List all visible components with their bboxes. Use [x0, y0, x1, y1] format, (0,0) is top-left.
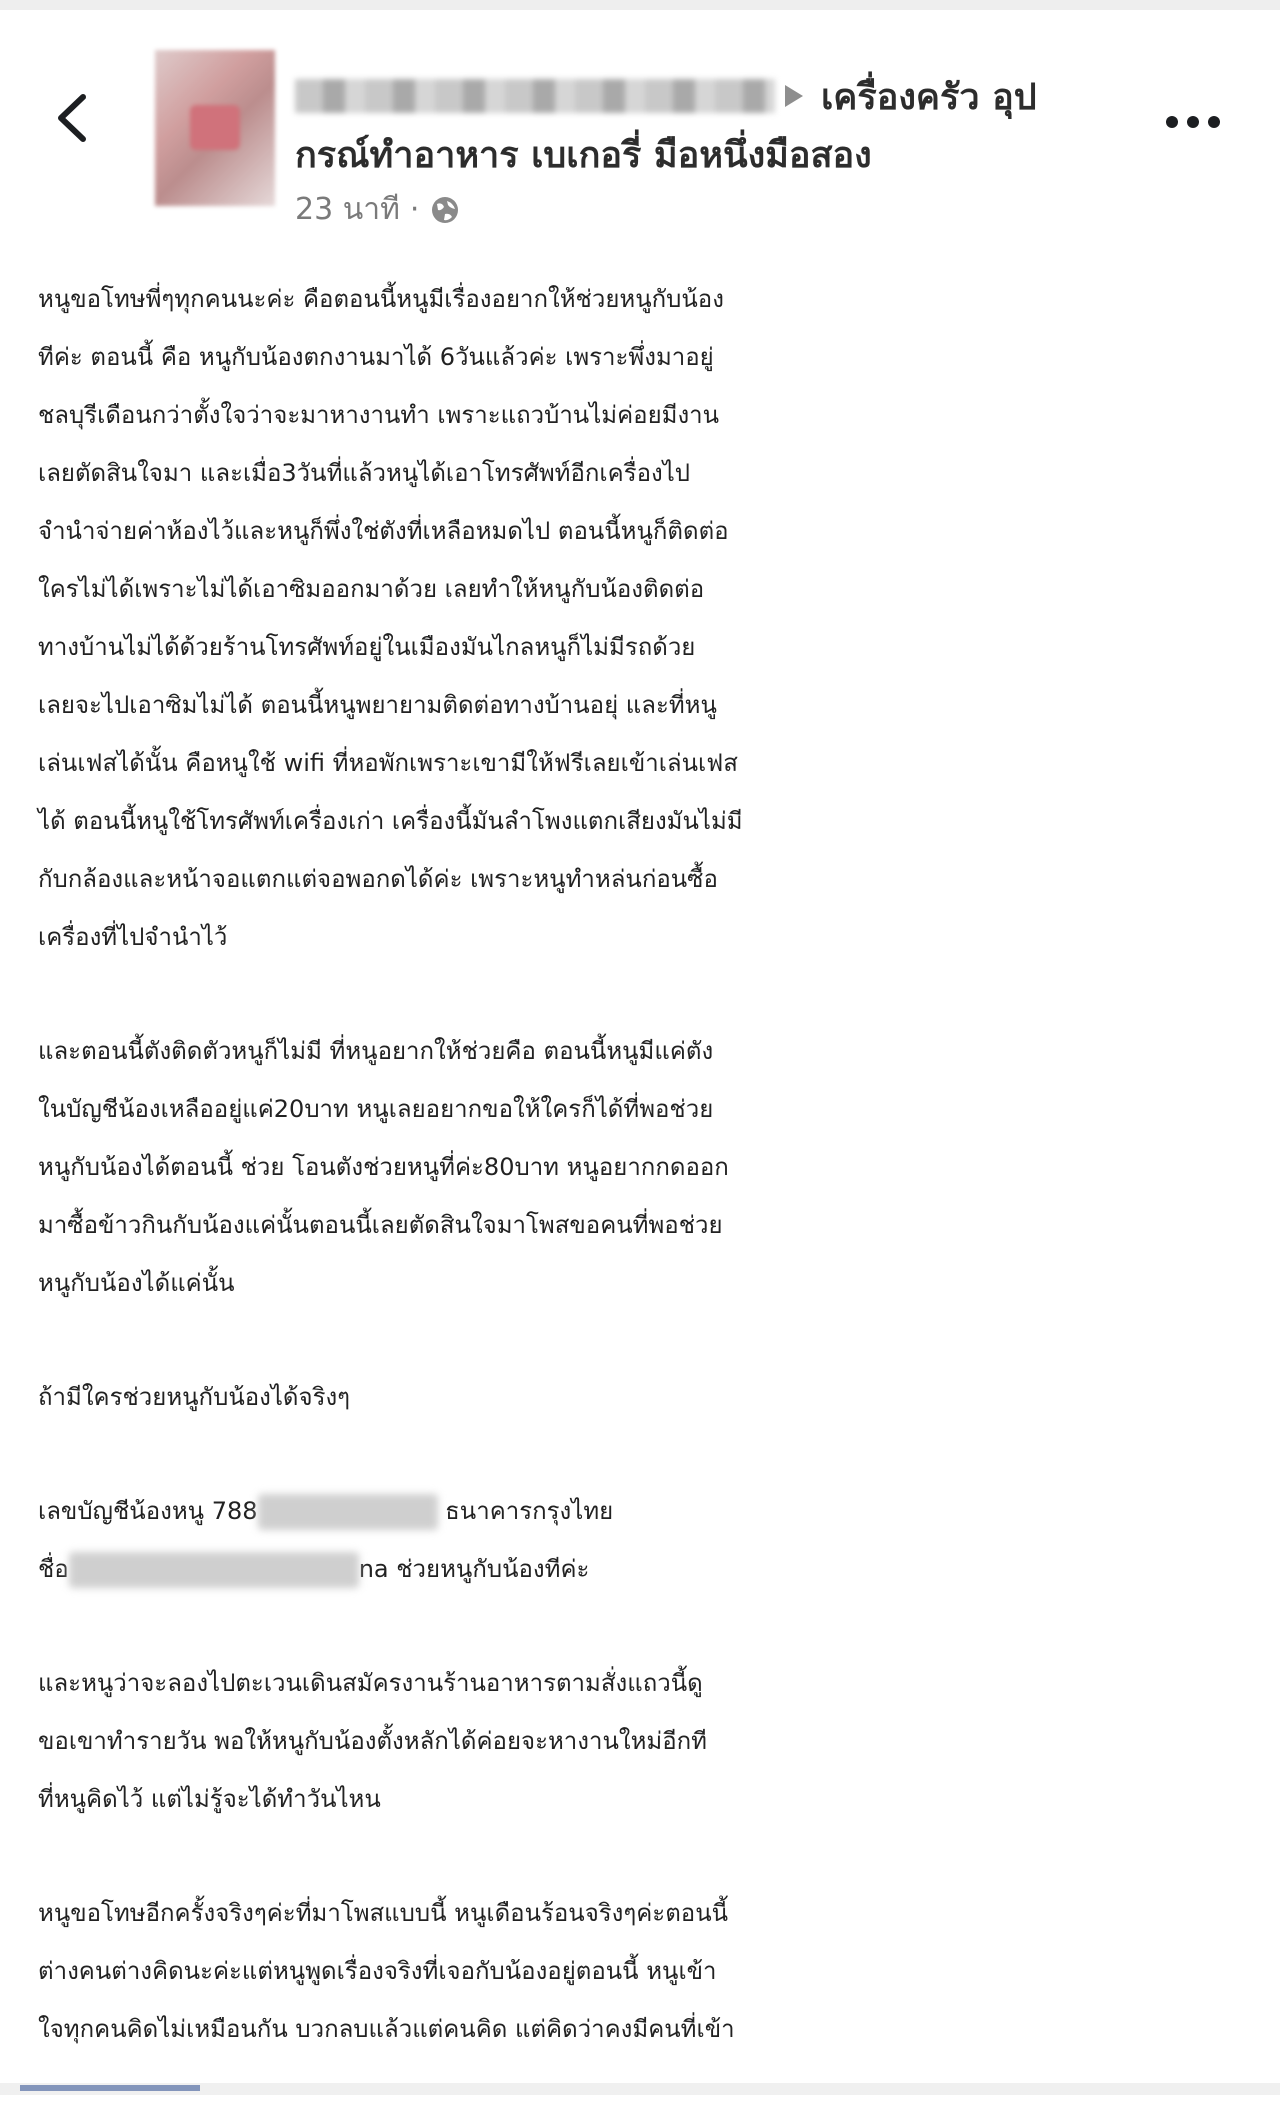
- text-line: ใจทุกคนคิดไม่เหมือนกัน บวกลบแล้วแต่คนคิด แต่คิดว่าคงมีคนที่เข้า: [38, 2015, 735, 2043]
- account-number-line: [38, 1482, 1258, 1540]
- text-line: หนูขอโทษอีกครั้งจริงๆค่ะที่มาโพสแบบนี้ หนูเดือนร้อนจริงๆค่ะตอนนี้: [38, 1899, 729, 1927]
- more-options-button[interactable]: [1158, 102, 1228, 142]
- text-line: ชลบุรีเดือนกว่าตั้งใจว่าจะมาหางานทำ เพราะแถวบ้านไม่ค่อยมีงาน: [38, 401, 720, 429]
- chevron-left-icon: [55, 93, 89, 143]
- post-paragraph-2: [38, 1022, 1258, 1312]
- text-line: เครื่องที่ไปจำนำไว้: [38, 923, 228, 951]
- text-line: และหนูว่าจะลองไปตะเวนเดินสมัครงานร้านอาหารตามสั่งแถวนี้ดู: [38, 1669, 703, 1697]
- text-line: ถ้ามีใครช่วยหนูกับน้องได้จริงๆ: [38, 1383, 351, 1411]
- text-line: จำนำจ่ายค่าห้องไว้และหนูก็พึ่งใช่ตังที่เหลือหมดไป ตอนนี้หนูก็ติดต่อ: [38, 517, 729, 545]
- post-author-line: [295, 66, 1085, 126]
- right-arrow-icon: [785, 85, 803, 107]
- post-body: [38, 270, 1258, 2114]
- post-timestamp[interactable]: 23 นาที: [295, 192, 400, 227]
- scroll-indicator-strip: [0, 2083, 1280, 2095]
- text-line: เลยจะไปเอาซิมไม่ได้ ตอนนี้หนูพยายามติดต่อทางบ้านอยุ่ และที่หนู: [38, 691, 717, 719]
- globe-icon: [429, 194, 461, 226]
- text-line: ต่างคนต่างคิดนะค่ะแต่หนูพูดเรื่องจริงที่เจอกับน้องอยู่ตอนนี้ หนูเข้า: [38, 1957, 717, 1985]
- more-options-icon: [1165, 115, 1221, 129]
- meta-separator: ·: [409, 192, 420, 227]
- account-number: 788: [211, 1497, 258, 1525]
- blurred-author-name[interactable]: [295, 79, 775, 113]
- text-line: ใครไม่ได้เพราะไม่ได้เอาซิมออกมาด้วย เลยทำให้หนูกับน้องติดต่อ: [38, 575, 705, 603]
- text-line: ขอเขาทำรายวัน พอให้หนูกับน้องตั้งหลักได้ค่อยจะหางานใหม่อีกที: [38, 1727, 707, 1755]
- text-line: มาซื้อข้าวกินกับน้องแค่นั้นตอนนี้เลยตัดสินใจมาโพสขอคนที่พอช่วย: [38, 1211, 723, 1239]
- redacted-account-number: [258, 1494, 438, 1530]
- text-line: ทีค่ะ ตอนนี้ คือ หนูกับน้องตกงานมาได้ 6วันแล้วค่ะ เพราะพึ่งมาอยู่: [38, 343, 714, 371]
- text-line: หนูขอโทษพี่ๆทุกคนนะค่ะ คือตอนนี้หนูมีเรื่องอยากให้ช่วยหนูกับน้อง: [38, 285, 724, 313]
- post-paragraph-3: [38, 1368, 1258, 1426]
- account-name-line: [38, 1540, 1258, 1598]
- bank-account-info: [38, 1482, 1258, 1598]
- post-paragraph-1: [38, 270, 1258, 966]
- status-bar-strip: [0, 0, 1280, 10]
- avatar[interactable]: [155, 50, 275, 206]
- text-line: เลยตัดสินใจมา และเมื่อ3วันที่แล้วหนูได้เอาโทรศัพท์อีกเครื่องไป: [38, 459, 691, 487]
- post-paragraph-5: [38, 1654, 1258, 1828]
- text-line: ได้ ตอนนี้หนูใช้โทรศัพท์เครื่องเก่า เครื่องนี้มันลำโพงแตกเสียงมันไม่มี: [38, 807, 743, 835]
- account-name-suffix: na: [358, 1555, 389, 1583]
- text-line: เล่นเฟสได้นั้น คือหนูใช้ wifi ที่หอพักเพราะเขามีให้ฟรีเลยเข้าเล่นเฟส: [38, 749, 738, 777]
- redacted-account-name: [69, 1552, 359, 1588]
- bank-name: ธนาคารกรุงไทย: [445, 1497, 614, 1525]
- back-button[interactable]: [48, 88, 96, 148]
- text-line: ที่หนูคิดไว้ แต่ไม่รู้จะได้ทำวันไหน: [38, 1785, 381, 1813]
- text-line: กับกล้องและหน้าจอแตกแต่จอพอกดได้ค่ะ เพราะหนูทำหล่นก่อนซื้อ: [38, 865, 718, 893]
- group-name[interactable]: เครื่องครัว อุป: [821, 76, 1037, 118]
- closing-text: ช่วยหนูกับน้องทีค่ะ: [396, 1555, 590, 1583]
- post-meta: [295, 186, 461, 233]
- account-label: เลขบัญชีน้องหนู: [38, 1497, 205, 1525]
- post-paragraph-6: [38, 1884, 1258, 2058]
- group-name-continued[interactable]: กรณ์ทำอาหาร เบเกอรี่ มือหนึ่งมือสอง: [295, 135, 872, 176]
- text-line: และตอนนี้ตังติดตัวหนูก็ไม่มี ที่หนูอยากให้ช่วยคือ ตอนนี้หนูมีแค่ตัง: [38, 1037, 714, 1065]
- post-header: [0, 10, 1280, 225]
- text-line: ในบัญชีน้องเหลืออยู่แค่20บาท หนูเลยอยากขอให้ใครก็ได้ที่พอช่วย: [38, 1095, 714, 1123]
- text-line: ทางบ้านไม่ได้ด้วยร้านโทรศัพท์อยู่ในเมืองมันไกลหนูก็ไม่มีรถด้วย: [38, 633, 696, 661]
- scroll-indicator: [20, 2085, 200, 2091]
- text-line: หนูกับน้องได้ตอนนี้ ช่วย โอนตังช่วยหนูที่ค่ะ80บาท หนูอยากกดออก: [38, 1153, 729, 1181]
- text-line: หนูกับน้องได้แค่นั้น: [38, 1269, 235, 1297]
- account-name-label: ชื่อ: [38, 1555, 69, 1583]
